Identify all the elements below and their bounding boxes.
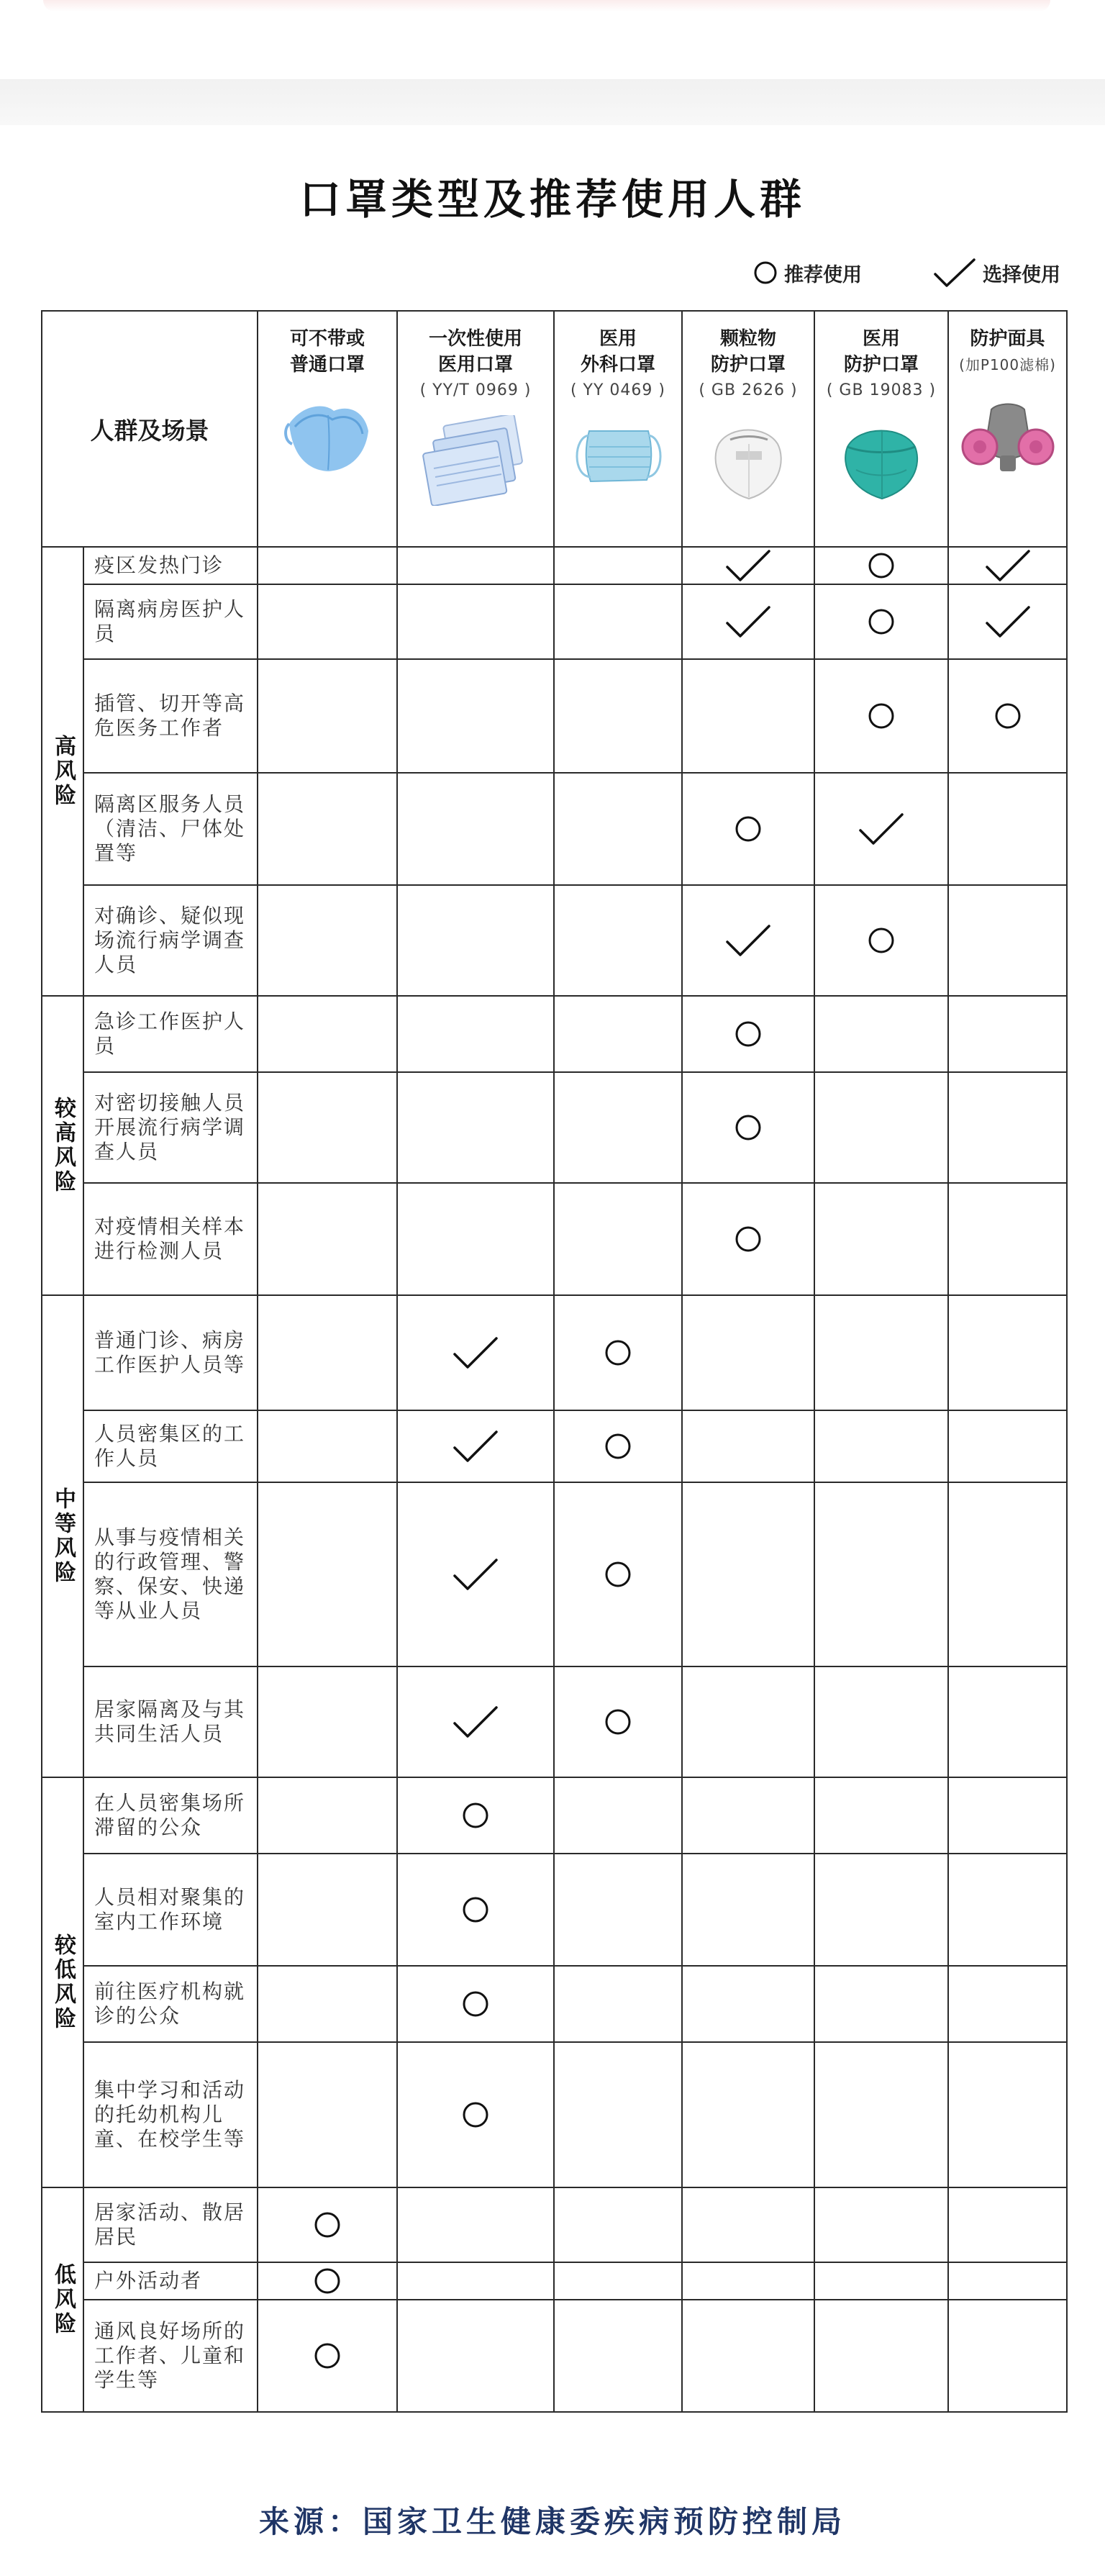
- mark-cell: [682, 1777, 814, 1854]
- scenario-cell: 居家活动、散居居民: [83, 2187, 258, 2262]
- mark-cell: [397, 584, 554, 659]
- mark-cell: [948, 584, 1067, 659]
- scenario-cell: 隔离病房医护人员: [83, 584, 258, 659]
- table-row: [42, 2300, 1067, 2412]
- mark-cell: [948, 2187, 1067, 2262]
- header-col-2-line1: 一次性使用: [428, 328, 522, 350]
- table-row: [42, 584, 1067, 659]
- mark-cell: [397, 1072, 554, 1183]
- mark-cell: [682, 996, 814, 1072]
- legend-recommended-label: 推荐使用: [784, 263, 862, 286]
- scenario-cell: 急诊工作医护人员: [83, 996, 258, 1072]
- table-row: [42, 885, 1067, 996]
- mark-cell: [554, 1666, 682, 1777]
- table-row: [42, 1183, 1067, 1295]
- mark-cell: [682, 1295, 814, 1410]
- scenario-cell: 前往医疗机构就诊的公众: [83, 1966, 258, 2042]
- circle-icon: [866, 701, 896, 731]
- risk-group-label: 高风险: [42, 547, 83, 996]
- mark-cell: [682, 547, 814, 584]
- mark-cell: [554, 1482, 682, 1666]
- header-col-3-line2: 外科口罩: [580, 354, 655, 376]
- mark-cell: [682, 2042, 814, 2187]
- scenario-cell: 隔离区服务人员（清洁、尸体处置等: [83, 773, 258, 885]
- mark-cell: [258, 2262, 397, 2300]
- mark-cell: [258, 1482, 397, 1666]
- mark-cell: [258, 1295, 397, 1410]
- header-col-4-line2: 防护口罩: [710, 354, 786, 376]
- circle-icon: [460, 1800, 491, 1831]
- source-credit: 来源：国家卫生健康委疾病预防控制局: [258, 2504, 846, 2539]
- mark-cell: [682, 1410, 814, 1482]
- mark-cell: [554, 547, 682, 584]
- mark-cell: [258, 996, 397, 1072]
- scenario-cell: 从事与疫情相关的行政管理、警察、保安、快递等从业人员: [83, 1482, 258, 1666]
- disposable-mask-pack-icon: [418, 415, 533, 506]
- header-scenario: 人群及场景: [42, 311, 258, 547]
- mark-cell: [554, 1295, 682, 1410]
- mark-cell: [814, 1410, 948, 1482]
- mark-cell: [814, 584, 948, 659]
- mark-cell: [258, 1183, 397, 1295]
- check-icon: [452, 1557, 499, 1592]
- risk-group-label: 中等风险: [42, 1295, 83, 1777]
- mark-cell: [554, 1854, 682, 1966]
- scenario-cell: 在人员密集场所滞留的公众: [83, 1777, 258, 1854]
- mark-cell: [682, 1072, 814, 1183]
- table-row: [42, 2262, 1067, 2300]
- table-row: [42, 1295, 1067, 1410]
- mark-cell: [682, 1183, 814, 1295]
- mark-cell: [258, 659, 397, 773]
- mark-cell: [948, 1410, 1067, 1482]
- mark-cell: [682, 1966, 814, 2042]
- circle-icon: [866, 607, 896, 637]
- mark-cell: [948, 1072, 1067, 1183]
- table-row: [42, 2042, 1067, 2187]
- check-icon: [984, 548, 1032, 583]
- mark-cell: [682, 1482, 814, 1666]
- top-shade-band: [0, 79, 1105, 125]
- circle-icon: [460, 2100, 491, 2130]
- header-col-6-standard: (加P100滤棉): [959, 356, 1056, 373]
- mark-cell: [397, 2300, 554, 2412]
- mark-cell: [258, 2300, 397, 2412]
- mark-cell: [948, 1854, 1067, 1966]
- mark-cell: [814, 1777, 948, 1854]
- mark-cell: [554, 1410, 682, 1482]
- mark-cell: [554, 2042, 682, 2187]
- kn95-mask-icon: [701, 415, 795, 506]
- table-row: [42, 2187, 1067, 2262]
- risk-group-label: 较高风险: [42, 996, 83, 1295]
- header-col-3: [554, 311, 682, 547]
- table-row: [42, 1854, 1067, 1966]
- circle-icon: [312, 2341, 342, 2371]
- mark-cell: [814, 773, 948, 885]
- mark-cell: [948, 1666, 1067, 1777]
- mark-cell: [682, 1666, 814, 1777]
- table-row: [42, 1666, 1067, 1777]
- mark-cell: [554, 996, 682, 1072]
- header-col-1-line2: 普通口罩: [289, 354, 365, 376]
- circle-icon: [460, 1989, 491, 2019]
- legend-optional-label: 选择使用: [983, 263, 1060, 286]
- mark-cell: [397, 1482, 554, 1666]
- check-icon: [724, 923, 772, 958]
- header-col-4: [682, 311, 814, 547]
- table-row: [42, 773, 1067, 885]
- mark-cell: [948, 1295, 1067, 1410]
- scenario-cell: 户外活动者: [83, 2262, 258, 2300]
- table-row: [42, 1966, 1067, 2042]
- mark-cell: [397, 1777, 554, 1854]
- mark-cell: [948, 996, 1067, 1072]
- mark-cell: [948, 2042, 1067, 2187]
- page-title: 口罩类型及推荐使用人群: [299, 175, 806, 224]
- table-row: [42, 1410, 1067, 1482]
- mark-cell: [814, 1183, 948, 1295]
- check-icon: [452, 1705, 499, 1739]
- risk-group-label: 低风险: [42, 2187, 83, 2412]
- mark-cell: [814, 1666, 948, 1777]
- check-icon: [724, 604, 772, 639]
- mark-cell: [397, 1966, 554, 2042]
- respirator-icon: [961, 395, 1055, 486]
- mark-cell: [397, 2187, 554, 2262]
- mark-cell: [258, 885, 397, 996]
- mark-cell: [682, 1854, 814, 1966]
- mask-table: [41, 310, 1068, 2413]
- mark-cell: [258, 2187, 397, 2262]
- mark-cell: [682, 2187, 814, 2262]
- mark-cell: [397, 1183, 554, 1295]
- mark-cell: [814, 1482, 948, 1666]
- mark-cell: [814, 547, 948, 584]
- mark-cell: [682, 584, 814, 659]
- mark-cell: [814, 2042, 948, 2187]
- circle-icon: [866, 925, 896, 956]
- check-icon: [724, 548, 772, 583]
- scenario-cell: 疫区发热门诊: [83, 547, 258, 584]
- mark-cell: [814, 1295, 948, 1410]
- mark-cell: [948, 2300, 1067, 2412]
- check-icon: [452, 1335, 499, 1370]
- top-glow: [43, 0, 1050, 12]
- check-icon: [452, 1429, 499, 1464]
- mark-cell: [258, 547, 397, 584]
- mark-cell: [814, 996, 948, 1072]
- mark-cell: [397, 1666, 554, 1777]
- mark-cell: [397, 1410, 554, 1482]
- mark-cell: [948, 1482, 1067, 1666]
- circle-icon: [603, 1707, 633, 1737]
- circle-icon: [733, 1019, 763, 1049]
- circle-icon: [603, 1559, 633, 1589]
- mark-cell: [554, 1966, 682, 2042]
- table-row: [42, 1777, 1067, 1854]
- mark-cell: [814, 659, 948, 773]
- header-col-5-line1: 医用: [862, 328, 900, 350]
- mark-cell: [948, 885, 1067, 996]
- mark-cell: [258, 1072, 397, 1183]
- table-row: [42, 659, 1067, 773]
- mark-cell: [258, 2042, 397, 2187]
- scenario-cell: 人员相对聚集的室内工作环境: [83, 1854, 258, 1966]
- risk-group-label: 较低风险: [42, 1777, 83, 2187]
- circle-icon: [733, 814, 763, 844]
- mark-cell: [397, 773, 554, 885]
- mark-cell: [554, 1777, 682, 1854]
- mark-cell: [258, 1410, 397, 1482]
- mark-cell: [554, 1183, 682, 1295]
- circle-icon: [312, 2210, 342, 2240]
- mark-cell: [814, 1966, 948, 2042]
- mark-cell: [397, 2262, 554, 2300]
- mark-cell: [814, 2187, 948, 2262]
- header-col-4-standard: ( GB 2626 ): [699, 381, 798, 399]
- check-icon: [984, 604, 1032, 639]
- scenario-cell: 通风良好场所的工作者、儿童和学生等: [83, 2300, 258, 2412]
- legend-recommended: [752, 259, 862, 287]
- table-row: [42, 996, 1067, 1072]
- header-col-5-line2: 防护口罩: [843, 354, 919, 376]
- mark-cell: [554, 2262, 682, 2300]
- circle-icon: [603, 1338, 633, 1368]
- mark-cell: [554, 2300, 682, 2412]
- mark-cell: [554, 584, 682, 659]
- scenario-cell: 集中学习和活动的托幼机构儿童、在校学生等: [83, 2042, 258, 2187]
- top-strip: [0, 0, 1105, 85]
- mark-cell: [682, 659, 814, 773]
- circle-icon: [752, 260, 778, 286]
- table-row: [42, 1072, 1067, 1183]
- mark-cell: [948, 773, 1067, 885]
- mark-cell: [554, 885, 682, 996]
- header-col-4-line1: 颗粒物: [719, 328, 776, 350]
- mark-cell: [948, 659, 1067, 773]
- table-row: [42, 547, 1067, 584]
- scenario-cell: 对疫情相关样本进行检测人员: [83, 1183, 258, 1295]
- mark-cell: [397, 885, 554, 996]
- mark-cell: [814, 2300, 948, 2412]
- header-col-2-line2: 医用口罩: [437, 354, 513, 376]
- mark-cell: [682, 2262, 814, 2300]
- mark-cell: [258, 1966, 397, 2042]
- mark-cell: [948, 1777, 1067, 1854]
- header-col-3-standard: ( YY 0469 ): [570, 381, 665, 399]
- mark-cell: [948, 547, 1067, 584]
- surgical-mask-icon: [568, 415, 668, 494]
- check-icon: [858, 812, 905, 846]
- mark-cell: [814, 885, 948, 996]
- mark-cell: [682, 2300, 814, 2412]
- header-col-3-line1: 医用: [599, 328, 637, 350]
- header-col-2-standard: ( YY/T 0969 ): [419, 381, 532, 399]
- mark-cell: [258, 1666, 397, 1777]
- mark-cell: [397, 1854, 554, 1966]
- header-col-6-line1: 防护面具: [970, 328, 1045, 350]
- circle-icon: [733, 1224, 763, 1254]
- legend: [752, 257, 1060, 289]
- mark-cell: [397, 2042, 554, 2187]
- mark-cell: [258, 584, 397, 659]
- scenario-cell: 插管、切开等高危医务工作者: [83, 659, 258, 773]
- scenario-cell: 对密切接触人员开展流行病学调查人员: [83, 1072, 258, 1183]
- scenario-cell: 居家隔离及与其共同生活人员: [83, 1666, 258, 1777]
- header-row: [42, 311, 1067, 547]
- scenario-cell: 人员密集区的工作人员: [83, 1410, 258, 1482]
- mark-cell: [814, 1854, 948, 1966]
- mark-cell: [554, 659, 682, 773]
- mark-cell: [948, 1183, 1067, 1295]
- scenario-cell: 普通门诊、病房工作医护人员等: [83, 1295, 258, 1410]
- mark-cell: [397, 996, 554, 1072]
- mark-cell: [814, 1072, 948, 1183]
- mark-cell: [258, 1777, 397, 1854]
- header-col-5-standard: ( GB 19083 ): [826, 381, 937, 399]
- scenario-cell: 对确诊、疑似现场流行病学调查人员: [83, 885, 258, 996]
- mark-cell: [258, 773, 397, 885]
- circle-icon: [460, 1895, 491, 1925]
- mark-cell: [554, 1072, 682, 1183]
- mark-cell: [397, 659, 554, 773]
- mark-cell: [948, 2262, 1067, 2300]
- check-icon: [932, 257, 977, 289]
- circle-icon: [603, 1431, 633, 1461]
- circle-icon: [993, 701, 1023, 731]
- header-col-5: [814, 311, 948, 547]
- mark-cell: [258, 1854, 397, 1966]
- header-col-6: [948, 311, 1067, 547]
- mark-cell: [682, 885, 814, 996]
- legend-optional: [932, 257, 1060, 289]
- table-row: [42, 1482, 1067, 1666]
- circle-icon: [866, 550, 896, 581]
- header-col-2: [397, 311, 554, 547]
- mark-cell: [554, 2187, 682, 2262]
- blue-cloth-mask-icon: [281, 389, 374, 483]
- mark-cell: [948, 1966, 1067, 2042]
- mark-cell: [814, 2262, 948, 2300]
- mark-cell: [397, 547, 554, 584]
- mark-cell: [554, 773, 682, 885]
- header-col-1-line1: 可不带或: [289, 328, 365, 350]
- n95-medical-mask-icon: [835, 415, 928, 506]
- circle-icon: [312, 2266, 342, 2296]
- header-col-1: [258, 311, 397, 547]
- mark-cell: [682, 773, 814, 885]
- mark-cell: [397, 1295, 554, 1410]
- circle-icon: [733, 1112, 763, 1143]
